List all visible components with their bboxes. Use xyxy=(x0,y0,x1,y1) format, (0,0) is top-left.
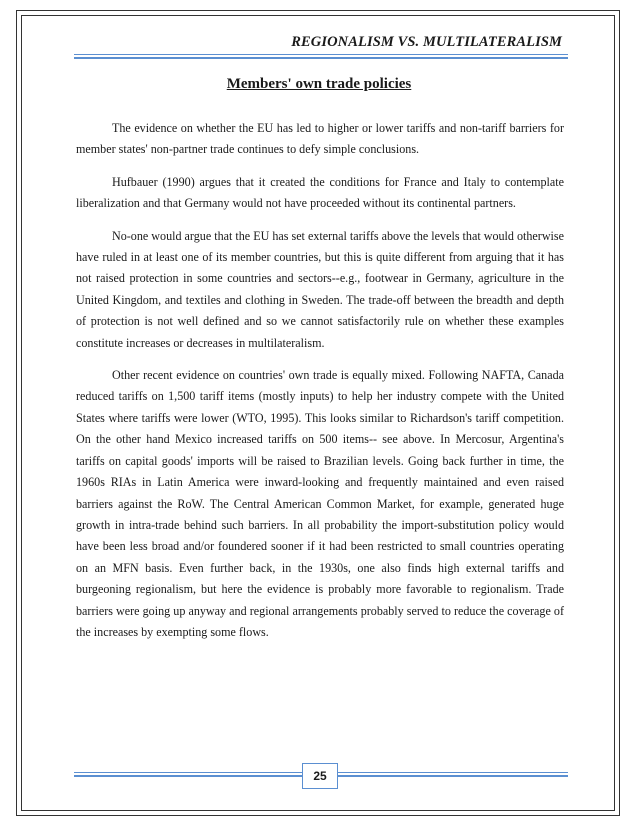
paragraph: No-one would argue that the EU has set external tariffs above the levels that would otherwise have ruled in at least one of its member countries, but this is quite different from arguing that it has not raised protection in some countries and sectors--e.g., footwear in Germany, agriculture in the United Kingdom, and textiles and clothing in Sweden. The trade-off between the breadth and depth of protection is not well defined and so we cannot satisfactorily rule on whether these examples constitute increases or decreases in multilateralism. xyxy=(76,228,564,350)
page-number: 25 xyxy=(302,763,338,789)
header-rule-thick xyxy=(74,57,568,59)
header-rule-thin xyxy=(74,54,568,55)
running-header-title: REGIONALISM VS. MULTILATERALISM xyxy=(291,34,562,50)
section-title: Members' own trade policies xyxy=(226,76,412,92)
body-text xyxy=(76,118,564,654)
paragraph: Hufbauer (1990) argues that it created the conditions for France and Italy to contemplate liberalization and that Germany would not have proceeded without its continental partners. xyxy=(76,174,564,211)
paragraph: The evidence on whether the EU has led to higher or lower tariffs and non-tariff barriers for member states' non-partner trade continues to defy simple conclusions. xyxy=(76,121,564,157)
paragraph: Other recent evidence on countries' own trade is equally mixed. Following NAFTA, Canada reduced tariffs on 1,500 tariff items (mostly inputs) to help her industry compete with the United States where tariffs were lower (WTO, 1995). This looks similar to Richardson's tariff competition. On the other hand Mexico increased tariffs on 500 items-- see above. In Mercosur, Argentina's tariffs on capital goods' imports will be raised to Brazilian levels. Going back further in time, the 1960s RIAs in Latin America were inward-looking and frequently maintained and even raised barriers against the RoW. The Central American Common Market, for example, generated huge growth in intra-trade behind such barriers. In all probability the import-substitution policy would have been less broad and/or foundered sooner if it had been restricted to small countries operating on an MFN basis. Even further back, in the 1930s, one also finds high external tariffs and burgeoning regionalism, but here the evidence is probably more favorable to regionalism. Trade barriers were going up anyway and regional arrangements probably served to reduce the coverage of the increases by exempting some flows. xyxy=(76,368,564,639)
